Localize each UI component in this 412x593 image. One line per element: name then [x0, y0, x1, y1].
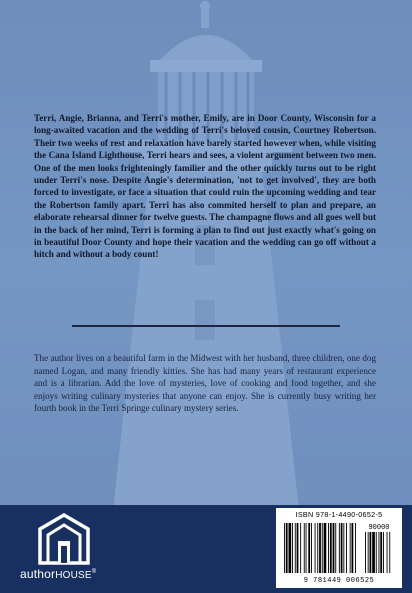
- addon-bar: [389, 532, 390, 573]
- barcode-bar: [352, 523, 354, 573]
- barcode-bar: [315, 523, 316, 573]
- barcode-bar: [355, 523, 356, 573]
- publisher-name-part1: author: [20, 567, 56, 581]
- barcode-bar: [333, 523, 335, 573]
- ean-digits: 9 781449 006525: [303, 577, 375, 585]
- barcode-bar: [317, 523, 318, 573]
- addon-bar: [383, 532, 384, 573]
- barcode-bar: [295, 523, 296, 573]
- barcode-bar: [289, 523, 292, 573]
- registered-mark: ®: [91, 569, 97, 575]
- barcode-bar: [319, 523, 321, 573]
- barcode-bar: [324, 523, 327, 573]
- barcode-bar: [328, 523, 329, 573]
- addon-bar: [380, 532, 382, 573]
- barcode-bar: [322, 523, 323, 573]
- barcode-bar: [350, 523, 351, 573]
- barcode-bars: [282, 521, 396, 577]
- barcode-bar: [339, 523, 340, 573]
- synopsis-text: Terri, Angie, Brianna, and Terri's mother, Emily, are in Door County, Wisconsin for a long-awaited vacation and the wedding of Terri's beloved cousin, Courtney Robertson. Their two weeks of rest and relaxation have barely started however when, while visiting the Cana Island Lighthouse, Terri hears and sees, a violent argument between two men. One of the men looks frighteningly familier and the other quickly turns out to be right under Terri's nose. Despite Angie's determination, 'not to get involved', they are both forced to investigate, or face a situation that could ruin the upcoming wedding and tear the Robertson family apart. Terri has also commited herself to plan and prepare, an elaborate rehearsal dinner for twelve guests. The champagne flows and all goes well but in the back of her mind, Terri is forming a plan to find out just exactly what's going on in beautiful Door County and hope their vacation and the wedding can go off without a hitch and without a body count!: [34, 113, 376, 260]
- barcode-bar: [286, 523, 288, 573]
- publisher-name-part2: HOUSE: [55, 570, 92, 581]
- authorhouse-logo-icon: [36, 513, 92, 565]
- barcode-bar: [311, 523, 312, 573]
- barcode-bar: [304, 523, 305, 573]
- addon-bar: [379, 532, 380, 573]
- barcode-bar: [284, 523, 285, 573]
- barcode-bar: [343, 523, 344, 573]
- addon-bar: [368, 532, 369, 573]
- barcode-bar: [306, 523, 307, 573]
- barcode-panel: [276, 508, 402, 588]
- addon-bar: [370, 532, 372, 573]
- isbn-text: ISBN 978-1-4490-0652-5: [295, 510, 383, 519]
- barcode-bar: [308, 523, 310, 573]
- divider-rule: [72, 325, 340, 327]
- barcode-bar: [300, 523, 301, 573]
- addon-bar: [387, 532, 388, 573]
- author-bio-text: The author lives on a beautiful farm in the Midwest with her husband, three children, one dog named Logan, and many friendly kitties. She has had many years of restaurant experience and is a librarian. Add the love of mysteries, love of cooking and food together, and she enjoys writing culinary mysteries that anyone can enjoy. She is currently busy writing her fourth book in the Terri Springe culinary mystery series.: [34, 353, 376, 414]
- barcode-bar: [292, 523, 293, 573]
- addon-digits: 90000: [368, 524, 390, 532]
- barcode-bar: [346, 523, 347, 573]
- addon-bar: [372, 532, 375, 573]
- barcode-bar: [330, 523, 332, 573]
- barcode-bar: [335, 523, 336, 573]
- publisher-name: [20, 567, 96, 581]
- addon-bar: [365, 532, 366, 573]
- barcode-bar: [297, 523, 299, 573]
- addon-bar: [376, 532, 377, 573]
- barcode-bar: [341, 523, 343, 573]
